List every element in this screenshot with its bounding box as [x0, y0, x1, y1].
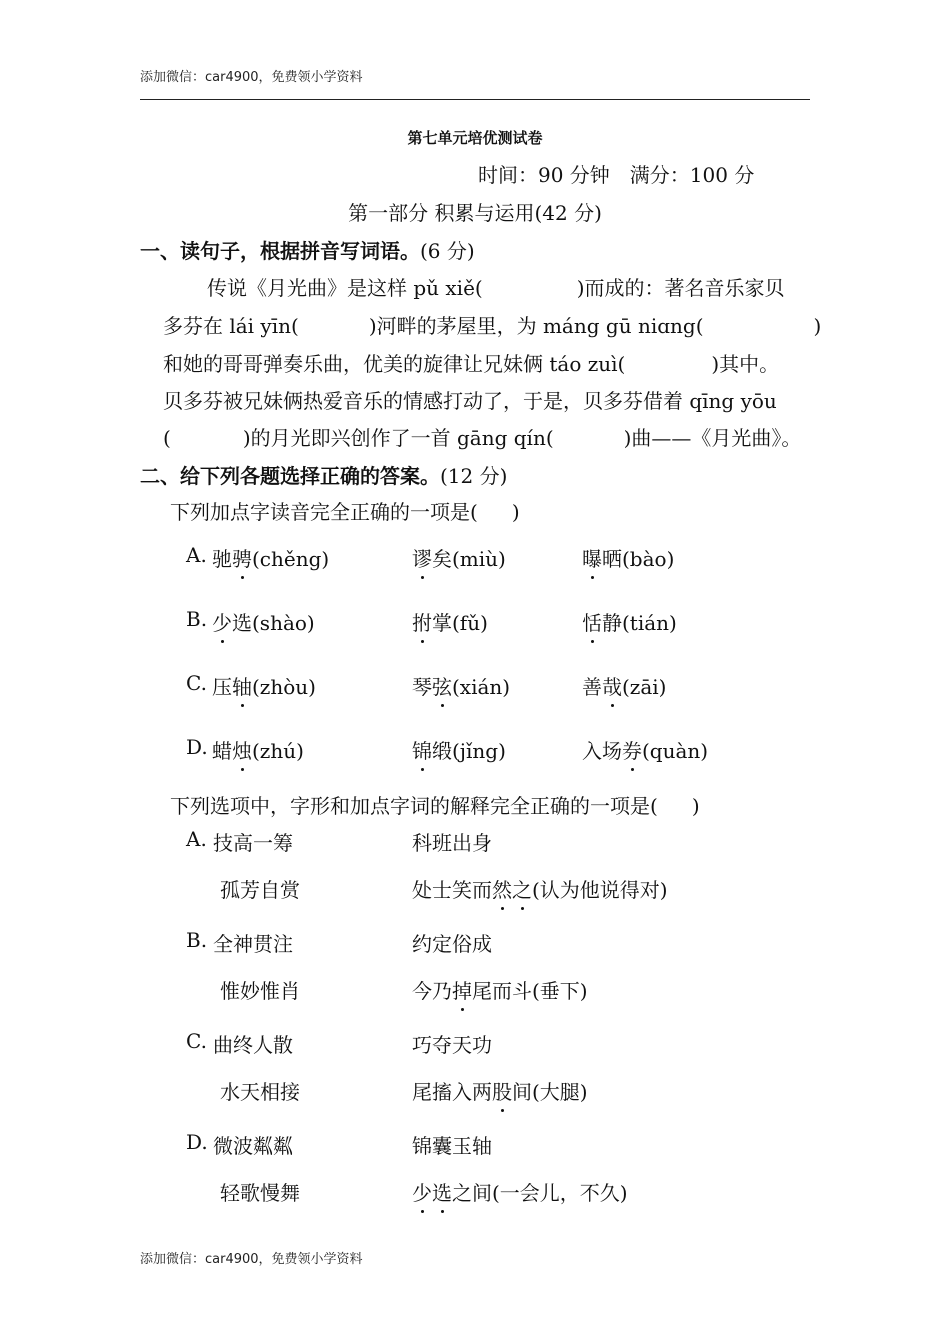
passage-text: )而成的：著名音乐家贝 — [576, 276, 785, 300]
passage-text: )河畔的茅屋里，为 máng gū niɑng( — [368, 314, 704, 338]
option-text: 尾而斗(垂下) — [472, 979, 588, 1003]
passage-text: ) — [813, 314, 822, 338]
option-word — [582, 735, 708, 764]
option-phrase — [412, 975, 588, 1004]
option-text: (zhú) — [252, 739, 304, 763]
option-text: 尾搐入两 — [412, 1080, 492, 1104]
section2-heading — [140, 460, 507, 489]
emphasized-char: 恬 — [582, 607, 602, 636]
time-info: 时间：90 分钟 满分：100 分 — [478, 163, 755, 187]
option-label[interactable]: C. — [186, 671, 207, 695]
option-phrase — [412, 1177, 628, 1206]
option-word: 科班出身 — [412, 831, 492, 855]
section2-title: 二、给下列各题选择正确的答案。 — [140, 464, 440, 488]
emphasized-char: 谬 — [412, 543, 432, 572]
emphasized-char: 之 — [512, 874, 532, 903]
option-text: 处士笑而 — [412, 878, 492, 902]
emphasized-char: 曝 — [582, 543, 602, 572]
option-word: 曲终人散 — [213, 1033, 293, 1057]
header-divider — [140, 99, 810, 100]
option-word — [412, 735, 506, 764]
emphasized-char: 掉 — [452, 975, 472, 1004]
option-word — [412, 671, 510, 700]
passage-line-4: 贝多芬被兄妹俩热爱音乐的情感打动了，于是，贝多芬借着 qīng yōu — [163, 389, 777, 413]
option-text: 缎(jǐng) — [432, 739, 506, 763]
option-text: 静(tián) — [602, 611, 677, 635]
option-text: 今乃 — [412, 979, 452, 1003]
section1-heading — [140, 235, 475, 264]
part-one-heading: 第一部分 积累与运用(42 分) — [348, 201, 602, 225]
emphasized-char: 弦 — [432, 671, 452, 700]
emphasized-char: 烛 — [232, 735, 252, 764]
option-text: 选(shào) — [232, 611, 315, 635]
option-text: 驰 — [212, 547, 232, 571]
option-phrase — [412, 1076, 588, 1105]
question-stem-text: 下列选项中，字形和加点字词的解释完全正确的一项是( — [170, 794, 658, 818]
option-text: (chěng) — [252, 547, 330, 571]
passage-text: )其中。 — [711, 352, 780, 376]
emphasized-char: 哉 — [602, 671, 622, 700]
option-word: 孤芳自赏 — [220, 878, 300, 902]
emphasized-char: 拊 — [412, 607, 432, 636]
section1-title: 一、读句子，根据拼音写词语。 — [140, 239, 420, 263]
option-text: 蜡 — [212, 739, 232, 763]
option-word: 轻歌慢舞 — [220, 1181, 300, 1205]
option-text: 琴 — [412, 675, 432, 699]
option-word: 水天相接 — [220, 1080, 300, 1104]
emphasized-char: 选 — [432, 1177, 452, 1206]
section1-points: (6 分) — [420, 239, 475, 263]
option-label[interactable]: C. — [186, 1029, 207, 1053]
question-stem-text: 下列加点字读音完全正确的一项是( — [170, 500, 478, 524]
option-text: (zāi) — [622, 675, 667, 699]
passage-text: 和她的哥哥弹奏乐曲，优美的旋律让兄妹俩 táo zuì( — [163, 352, 626, 376]
emphasized-char: 股 — [492, 1076, 512, 1105]
question-stem-close: ) — [511, 500, 520, 524]
option-text: 掌(fǔ) — [432, 611, 488, 635]
option-word — [412, 607, 488, 636]
option-text: (quàn) — [642, 739, 709, 763]
page-title: 第七单元培优测试卷 — [407, 129, 543, 147]
option-word: 巧夺天功 — [412, 1033, 492, 1057]
option-text: (xián) — [452, 675, 511, 699]
option-word — [582, 671, 666, 700]
option-label[interactable]: D. — [186, 1130, 208, 1154]
option-word: 约定俗成 — [412, 932, 492, 956]
emphasized-char: 少 — [212, 607, 232, 636]
passage-text: 多芬在 lái yīn( — [163, 314, 299, 338]
option-text: 善 — [582, 675, 602, 699]
question1-stem — [170, 496, 520, 525]
passage-line-5 — [163, 422, 801, 451]
option-text: 间(大腿) — [512, 1080, 588, 1104]
option-word: 微波粼粼 — [213, 1134, 293, 1158]
question-stem-close: ) — [691, 794, 700, 818]
option-word: 锦囊玉轴 — [412, 1134, 492, 1158]
passage-text: )曲——《月光曲》。 — [623, 426, 802, 450]
option-word — [212, 671, 316, 700]
passage-line-3 — [163, 348, 779, 377]
passage-text: )的月光即兴创作了一首 gāng qín( — [242, 426, 554, 450]
passage-line-1 — [207, 272, 785, 301]
option-text: (zhòu) — [252, 675, 316, 699]
passage-text: 传说《月光曲》是这样 pǔ xiě( — [207, 276, 483, 300]
option-text: 晒(bào) — [602, 547, 675, 571]
option-text: 矣(miù) — [432, 547, 506, 571]
option-label[interactable]: A. — [186, 827, 207, 851]
emphasized-char: 骋 — [232, 543, 252, 572]
emphasized-char: 少 — [412, 1177, 432, 1206]
section2-points: (12 分) — [440, 464, 508, 488]
option-label[interactable]: B. — [186, 607, 208, 631]
option-label[interactable]: B. — [186, 928, 208, 952]
option-word — [212, 607, 315, 636]
option-word: 惟妙惟肖 — [220, 979, 300, 1003]
option-word: 全神贯注 — [213, 932, 293, 956]
passage-text: ( — [163, 426, 171, 450]
option-phrase — [412, 874, 668, 903]
option-label[interactable]: A. — [186, 543, 207, 567]
passage-line-2 — [163, 310, 821, 339]
header-note: 添加微信：car4900，免费领小学资料 — [140, 70, 363, 85]
option-word — [582, 607, 677, 636]
option-label[interactable]: D. — [186, 735, 208, 759]
option-word: 技高一筹 — [213, 831, 293, 855]
option-text: 之间(一会儿，不久) — [452, 1181, 628, 1205]
emphasized-char: 然 — [492, 874, 512, 903]
option-word — [212, 735, 304, 764]
emphasized-char: 锦 — [412, 735, 432, 764]
question2-stem — [170, 790, 700, 819]
emphasized-char: 券 — [622, 735, 642, 764]
option-word — [212, 543, 329, 572]
option-word — [412, 543, 506, 572]
emphasized-char: 轴 — [232, 671, 252, 700]
option-text: (认为他说得对) — [532, 878, 668, 902]
footer-note: 添加微信：car4900，免费领小学资料 — [140, 1252, 363, 1267]
option-word — [582, 543, 674, 572]
option-text: 入场 — [582, 739, 622, 763]
option-text: 压 — [212, 675, 232, 699]
